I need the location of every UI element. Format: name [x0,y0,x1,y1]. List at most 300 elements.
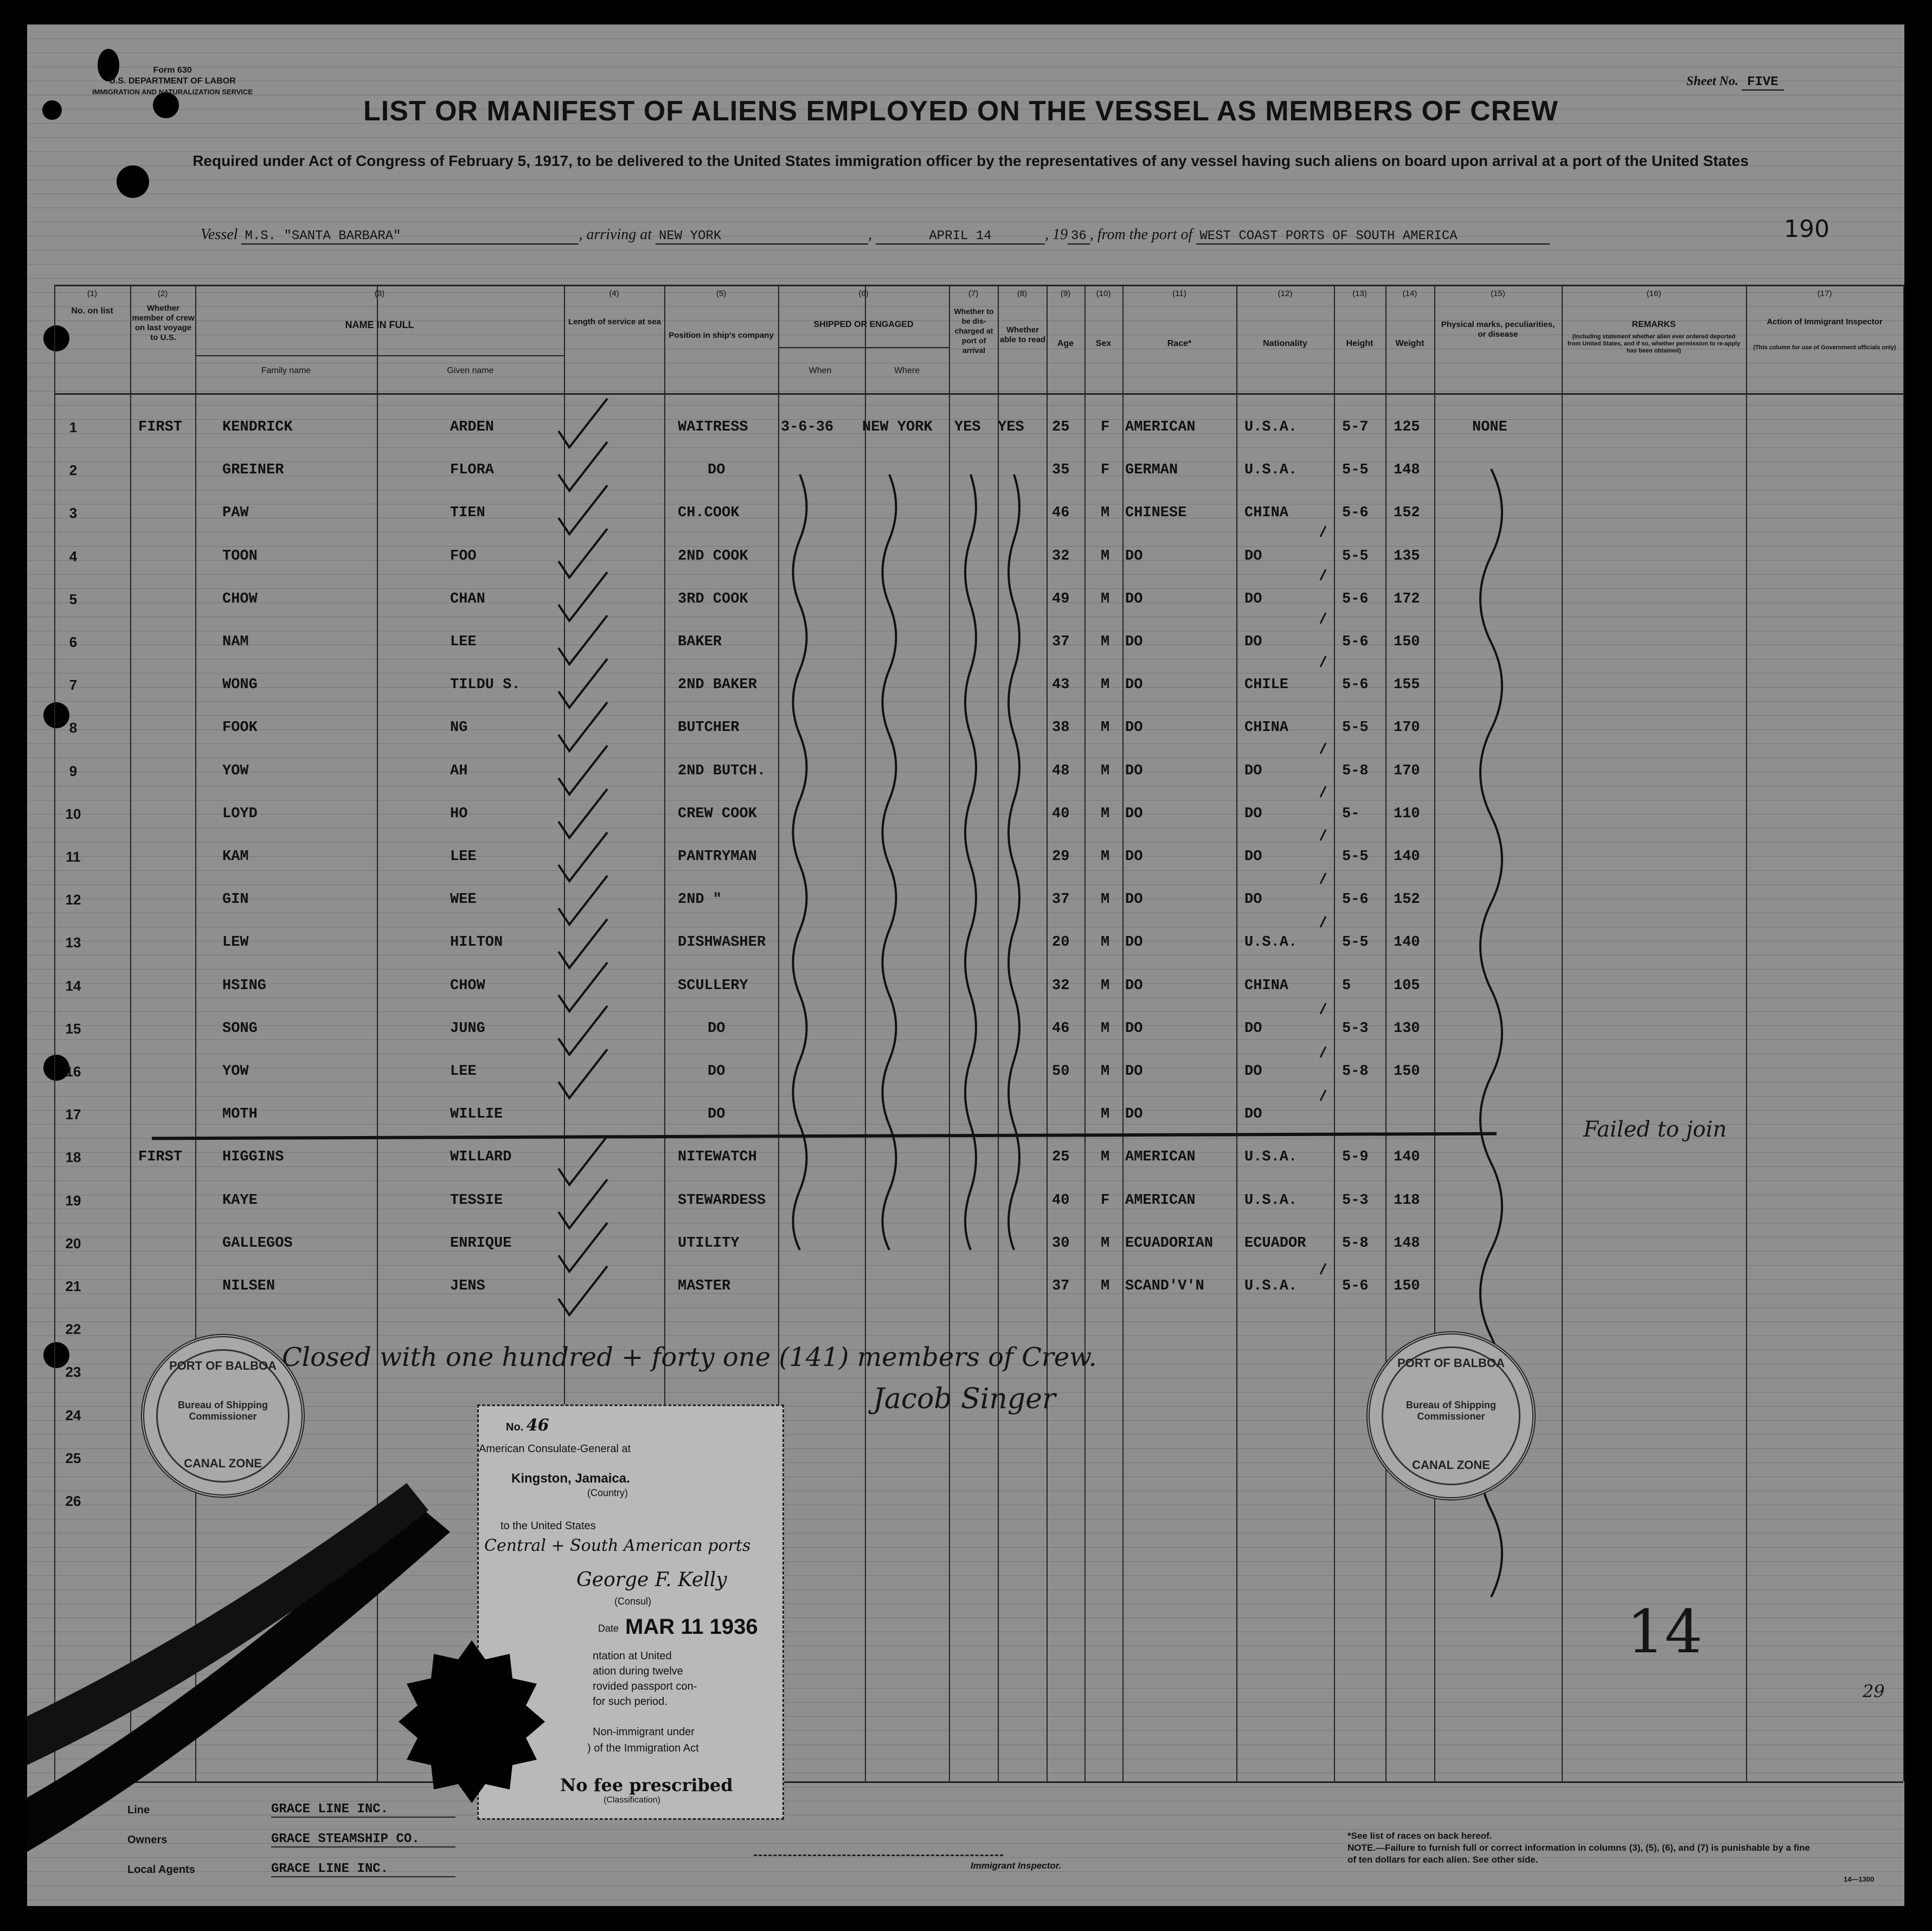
header-length-of-service: Length of service at sea [568,317,661,326]
height-cell: 5-5 [1342,462,1369,479]
height-cell: 5-5 [1342,720,1369,736]
column-number: (6) [858,289,869,298]
header-remarks-note: (Including statement whether alien ever ordered deported from United States, and if so, whether permission to re-apply has been obtained) [1567,333,1741,354]
given-name-cell: LEE [450,849,477,865]
position-cell: DISHWASHER [678,934,766,951]
position-cell: DO [708,1020,726,1037]
weight-cell: 152 [1394,505,1420,522]
left-seal-bottom-text: CANAL ZONE [184,1457,262,1470]
sex-cell: F [1101,419,1110,435]
row-number: 18 [65,1149,81,1166]
stamp-date-label: Date [598,1623,619,1634]
nationality-cell: U.S.A. [1244,934,1298,951]
race-cell: DO [1125,634,1143,650]
column-number: (11) [1172,289,1186,298]
weight-cell: 150 [1394,1063,1420,1080]
position-cell: NITEWATCH [678,1149,757,1166]
stamp-text: ation during twelve [593,1665,683,1677]
sex-cell: M [1101,548,1110,564]
height-cell: 5-3 [1342,1020,1369,1037]
sex-cell: M [1101,677,1110,694]
arriving-label: arriving at [586,226,652,243]
column-number: (10) [1096,289,1111,298]
sex-cell: F [1101,1192,1110,1209]
header-no-on-list: No. on list [71,306,113,316]
position-cell: DO [708,1063,726,1080]
nationality-cell: CHINA [1244,720,1289,736]
right-seal-middle-text: Bureau of Shipping Commissioner [1406,1400,1496,1422]
column-number: (17) [1817,289,1832,298]
sex-cell: M [1101,634,1110,650]
column-number: (14) [1402,289,1417,298]
age-cell: 46 [1052,1020,1070,1037]
column-number: (3) [374,289,385,298]
row-number: 1 [69,419,78,435]
handwritten-14: 14 [1627,1597,1703,1666]
stamp-city: Kingston, Jamaica. [511,1471,630,1486]
row-number: 26 [65,1493,81,1509]
column-number: (13) [1352,289,1367,298]
stamp-text: Non-immigrant under [593,1726,695,1738]
weight-cell: 125 [1394,419,1420,435]
header-age: Age [1057,339,1074,348]
age-cell: 32 [1052,977,1070,994]
header-name-in-full: NAME IN FULL [345,319,414,330]
height-cell: 5-6 [1342,634,1369,650]
given-name-cell: AH [450,762,468,779]
weight-cell: 170 [1394,762,1420,779]
given-name-cell: LEE [450,634,477,650]
nationality-cell: DO [1244,891,1262,908]
discharged-cell: YES [954,419,981,435]
weight-cell: 150 [1394,1278,1420,1294]
race-cell: DO [1125,762,1143,779]
nationality-cell: U.S.A. [1244,462,1298,479]
weight-cell: 130 [1394,1020,1420,1037]
stamp-country-label: (Country) [587,1487,628,1498]
position-cell: 2ND BUTCH. [678,762,766,779]
row-number: 15 [65,1020,81,1037]
arrival-port: NEW YORK [656,229,868,245]
inspector-signature-line [754,1855,1003,1856]
vessel-label: Vessel [201,226,238,243]
family-name-cell: SONG [222,1020,258,1037]
row-number: 24 [65,1407,81,1423]
family-name-cell: PAW [222,505,249,522]
given-name-cell: WILLARD [450,1149,512,1166]
race-cell: AMERICAN [1125,419,1196,435]
vessel-line: Vessel M.S. "SANTA BARBARA" , arriving at NEW YORK , APRIL 14 , 19 36 , from the port of WEST COAST PORTS OF SOUTH AMERICA [201,226,1550,245]
height-cell: 5-8 [1342,1235,1369,1252]
family-name-cell: HSING [222,977,267,994]
form-code: 14—1300 [1844,1875,1875,1883]
header-inspector-action: Action of Immigrant Inspector [1767,317,1883,326]
height-cell: 5- [1342,805,1360,822]
nationality-cell: CHILE [1244,677,1289,694]
closing-note: Closed with one hundred + forty one (141) members of Crew. [282,1342,1097,1372]
nationality-cell: U.S.A. [1244,1278,1298,1294]
position-cell: 3RD COOK [678,591,748,607]
age-cell: 35 [1052,462,1070,479]
height-cell: 5-6 [1342,1278,1369,1294]
weight-cell: 170 [1394,720,1420,736]
left-seal-middle-text: Bureau of Shipping Commissioner [178,1400,268,1422]
position-cell: STEWARDESS [678,1192,766,1209]
stamp-no-value: 46 [526,1416,549,1435]
sex-cell: M [1101,1278,1110,1294]
row-number: 12 [65,891,81,908]
sex-cell: M [1101,849,1110,865]
arrival-date: APRIL 14 [876,229,1045,245]
given-name-cell: TILDU S. [450,677,521,694]
race-cell: DO [1125,591,1143,607]
header-last-voyage: Whether member of crew on last voyage to U.S. [132,304,195,342]
race-cell: DO [1125,1106,1143,1123]
weight-cell: 148 [1394,1235,1420,1252]
age-cell: 32 [1052,548,1070,564]
column-number: (5) [716,289,727,298]
family-name-cell: KENDRICK [222,419,293,435]
row-number: 9 [69,762,78,779]
header-position: Position in ship's company [669,331,774,340]
nationality-cell: ECUADOR [1244,1235,1306,1252]
right-seal-icon [1366,1331,1536,1500]
stamp-to-us: to the United States [500,1520,596,1532]
race-cell: DO [1125,977,1143,994]
given-name-cell: HILTON [450,934,503,951]
row-number: 6 [69,634,78,650]
stamp-classification: (Classification) [604,1795,660,1805]
column-number: (7) [968,289,979,298]
height-cell: 5-7 [1342,419,1369,435]
header-nationality: Nationality [1263,339,1307,348]
arrival-year: 36 [1068,229,1090,245]
given-name-cell: WEE [450,891,477,908]
sex-cell: M [1101,805,1110,822]
given-name-cell: TIEN [450,505,485,522]
age-cell: 50 [1052,1063,1070,1080]
family-name-cell: FOOK [222,720,258,736]
footer-agents-label: Local Agents [127,1864,195,1876]
able-to-read-cell: YES [998,419,1024,435]
family-name-cell: LEW [222,934,249,951]
footer-line-label: Line [127,1804,150,1816]
sex-cell: M [1101,1149,1110,1166]
sex-cell: M [1101,1020,1110,1037]
column-number: (2) [157,289,168,298]
given-name-cell: ARDEN [450,419,495,435]
race-cell: DO [1125,548,1143,564]
sex-cell: M [1101,1235,1110,1252]
race-cell: DO [1125,1063,1143,1080]
shipped-when-cell: 3-6-36 [781,419,834,435]
department-name: U.S. DEPARTMENT OF LABOR [109,76,236,86]
race-cell: DO [1125,934,1143,951]
nationality-cell: DO [1244,849,1262,865]
given-name-cell: HO [450,805,468,822]
race-cell: GERMAN [1125,462,1178,479]
row-number: 14 [65,977,81,994]
given-name-cell: NG [450,720,468,736]
weight-cell: 150 [1394,634,1420,650]
position-cell: BUTCHER [678,720,740,736]
row-number: 11 [66,849,81,865]
sex-cell: M [1101,1106,1110,1123]
column-number: (8) [1017,289,1028,298]
height-cell: 5-8 [1342,762,1369,779]
position-cell: 2ND " [678,891,722,908]
from-port-label: from the port of [1097,226,1193,243]
header-able-to-read: Whether able to read [999,325,1046,344]
position-cell: 2ND COOK [678,548,748,564]
footer-agents-value: GRACE LINE INC. [271,1862,455,1877]
nationality-cell: CHINA [1244,505,1289,522]
right-seal-bottom-text: CANAL ZONE [1412,1458,1490,1472]
row-number: 23 [65,1364,81,1381]
sex-cell: F [1101,462,1110,479]
ditto-line-read [1009,474,1019,1250]
remark-failed-to-join: Failed to join [1583,1117,1727,1142]
family-name-cell: YOW [222,762,249,779]
given-name-cell: ENRIQUE [450,1235,512,1252]
nationality-cell: DO [1244,634,1262,650]
given-name-cell: TESSIE [450,1192,503,1209]
nationality-cell: DO [1244,805,1262,822]
page-title: LIST OR MANIFEST OF ALIENS EMPLOYED ON THE VESSEL AS MEMBERS OF CREW [363,95,1558,127]
nationality-cell: DO [1244,591,1262,607]
departure-ports: WEST COAST PORTS OF SOUTH AMERICA [1196,229,1550,245]
sex-cell: M [1101,934,1110,951]
weight-cell: 152 [1394,891,1420,908]
height-cell: 5-6 [1342,505,1369,522]
weight-cell: 140 [1394,934,1420,951]
weight-cell: 110 [1394,805,1420,822]
age-cell: 48 [1052,762,1070,779]
row-number: 13 [65,934,81,951]
ditto-line-discharged [965,474,976,1250]
position-cell: CH.COOK [678,505,740,522]
header-race: Race* [1167,339,1192,348]
age-cell: 37 [1052,634,1070,650]
given-name-cell: CHOW [450,977,485,994]
given-name-cell: LEE [450,1063,477,1080]
column-number: (15) [1491,289,1505,298]
left-seal-top-text: PORT OF BALBOA [169,1359,277,1372]
family-name-cell: MOTH [222,1106,258,1123]
family-name-cell: TOON [222,548,258,564]
weight-cell: 118 [1394,1192,1420,1209]
header-given-name: Given name [447,366,494,375]
row-number: 20 [65,1235,81,1252]
right-seal-top-text: PORT OF BALBOA [1397,1356,1505,1370]
inspector-label: Immigrant Inspector. [971,1861,1062,1871]
ditto-line-when [793,474,807,1250]
last-voyage-cell: FIRST [138,1149,183,1166]
page-subtitle: Required under Act of Congress of February 5, 1917, to be delivered to the United States immigration officer by the representatives of any vessel having such aliens on board upon arrival at a port of the United States [192,152,1749,169]
row-number: 21 [65,1278,81,1294]
height-cell: 5-8 [1342,1063,1369,1080]
vessel-name: M.S. "SANTA BARBARA" [241,229,579,245]
height-cell: 5 [1342,977,1351,994]
given-name-cell: JUNG [450,1020,485,1037]
family-name-cell: NILSEN [222,1278,275,1294]
age-cell: 38 [1052,720,1070,736]
height-cell: 5-6 [1342,677,1369,694]
row-number: 7 [69,677,78,694]
service-checkmarks [559,399,607,1315]
age-cell: 30 [1052,1235,1070,1252]
position-cell: BAKER [678,634,722,650]
weight-cell: 135 [1394,548,1420,564]
row-number: 17 [65,1106,81,1123]
weight-cell: 140 [1394,849,1420,865]
row-number: 22 [65,1321,81,1338]
row-number: 16 [65,1063,81,1080]
column-number: (1) [87,289,98,298]
nationality-cell: DO [1244,1020,1262,1037]
stamp-text: for such period. [593,1696,667,1708]
header-remarks: REMARKS [1632,320,1676,329]
column-number: (4) [609,289,619,298]
height-cell: 5-6 [1342,591,1369,607]
given-name-cell: CHAN [450,591,485,607]
column-number: (16) [1646,289,1661,298]
height-cell: 5-5 [1342,934,1369,951]
weight-cell: 105 [1394,977,1420,994]
row-number: 5 [69,591,78,607]
manifest-sheet [27,24,1904,1906]
footer-owners-label: Owners [127,1834,168,1846]
family-name-cell: GREINER [222,462,284,479]
column-number: (9) [1060,289,1071,298]
handwritten-29: 29 [1863,1681,1885,1702]
age-cell: 40 [1052,805,1070,822]
race-cell: ECUADORIAN [1125,1235,1214,1252]
height-cell: 5-5 [1342,849,1369,865]
service-name: IMMIGRATION AND NATURALIZATION SERVICE [92,88,253,96]
age-cell: 46 [1052,505,1070,522]
row-number: 10 [65,805,81,822]
age-cell: 37 [1052,891,1070,908]
age-cell: 20 [1052,934,1070,951]
age-cell: 29 [1052,849,1070,865]
stamp-no-label: No. [506,1421,524,1433]
header-height: Height [1346,339,1373,348]
given-name-cell: JENS [450,1278,485,1294]
stamp-text: ) of the Immigration Act [587,1742,699,1754]
consul-signature: George F. Kelly [576,1569,727,1591]
family-name-cell: YOW [222,1063,249,1080]
shipped-where-cell: NEW YORK [862,419,933,435]
family-name-cell: GIN [222,891,249,908]
sex-cell: M [1101,720,1110,736]
nationality-cell: CHINA [1244,977,1289,994]
weight-cell: 148 [1394,462,1420,479]
sex-cell: M [1101,1063,1110,1080]
race-cell: SCAND'V'N [1125,1278,1204,1294]
sex-cell: M [1101,591,1110,607]
sheet-number-label: Sheet No. [1686,74,1738,88]
row-number: 4 [69,548,78,564]
sex-cell: M [1101,977,1110,994]
footer-owners-value: GRACE STEAMSHIP CO. [271,1832,455,1847]
weight-cell: 172 [1394,591,1420,607]
race-cell: DO [1125,849,1143,865]
header-weight: Weight [1395,339,1424,348]
nationality-cell: U.S.A. [1244,1192,1298,1209]
footer-line-value: GRACE LINE INC. [271,1802,455,1818]
age-cell: 37 [1052,1278,1070,1294]
header-discharged: Whether to be dis-charged at port of arrival [954,307,994,355]
row-number: 8 [69,720,78,736]
family-name-cell: HIGGINS [222,1149,284,1166]
nationality-cell: DO [1244,548,1262,564]
nationality-ticks [1320,526,1326,1274]
family-name-cell: NAM [222,634,249,650]
race-cell: AMERICAN [1125,1192,1196,1209]
handwritten-page-number: 190 [1784,215,1830,243]
weight-cell: 140 [1394,1149,1420,1166]
race-cell: DO [1125,1020,1143,1037]
physical-marks-cell: NONE [1472,419,1507,435]
race-cell: AMERICAN [1125,1149,1196,1166]
position-cell: DO [708,462,726,479]
age-cell: 25 [1052,419,1070,435]
stamp-consul-label: (Consul) [614,1596,652,1607]
stamp-ports-handwritten: Central + South American ports [484,1536,751,1555]
height-cell: 5-9 [1342,1149,1369,1166]
nationality-cell: DO [1244,1063,1262,1080]
sex-cell: M [1101,762,1110,779]
position-cell: PANTRYMAN [678,849,757,865]
height-cell: 5-5 [1342,548,1369,564]
given-name-cell: WILLIE [450,1106,503,1123]
signature: Jacob Singer [873,1383,1056,1415]
family-name-cell: GALLEGOS [222,1235,293,1252]
row-number: 3 [69,505,78,522]
nationality-cell: DO [1244,1106,1262,1123]
age-cell: 49 [1052,591,1070,607]
stamp-text: ntation at United [593,1650,672,1662]
header-sex: Sex [1095,339,1112,348]
given-name-cell: FOO [450,548,477,564]
race-cell: DO [1125,677,1143,694]
nationality-cell: U.S.A. [1244,419,1298,435]
header-where: Where [894,366,920,375]
ditto-line-where [883,474,896,1250]
form-number: Form 630 [153,66,192,75]
row-number: 25 [65,1449,81,1466]
height-cell: 5-6 [1342,891,1369,908]
sheet-number-value: FIVE [1742,75,1784,91]
stamp-consulate-line: American Consulate-General at [479,1443,631,1455]
stamp-date-value: MAR 11 1936 [625,1615,758,1639]
sex-cell: M [1101,505,1110,522]
race-cell: DO [1125,891,1143,908]
position-cell: UTILITY [678,1235,740,1252]
stamp-fee: No fee prescribed [560,1775,733,1795]
family-name-cell: KAM [222,849,249,865]
nationality-cell: DO [1244,762,1262,779]
header-family-name: Family name [261,366,311,375]
header-inspector-note: (This column for use of Government officials only) [1753,344,1896,351]
year-prefix: 19 [1052,226,1068,243]
sex-cell: M [1101,891,1110,908]
family-name-cell: CHOW [222,591,258,607]
age-cell: 25 [1052,1149,1070,1166]
header-shipped-engaged: SHIPPED OR ENGAGED [813,320,914,329]
height-cell: 5-3 [1342,1192,1369,1209]
